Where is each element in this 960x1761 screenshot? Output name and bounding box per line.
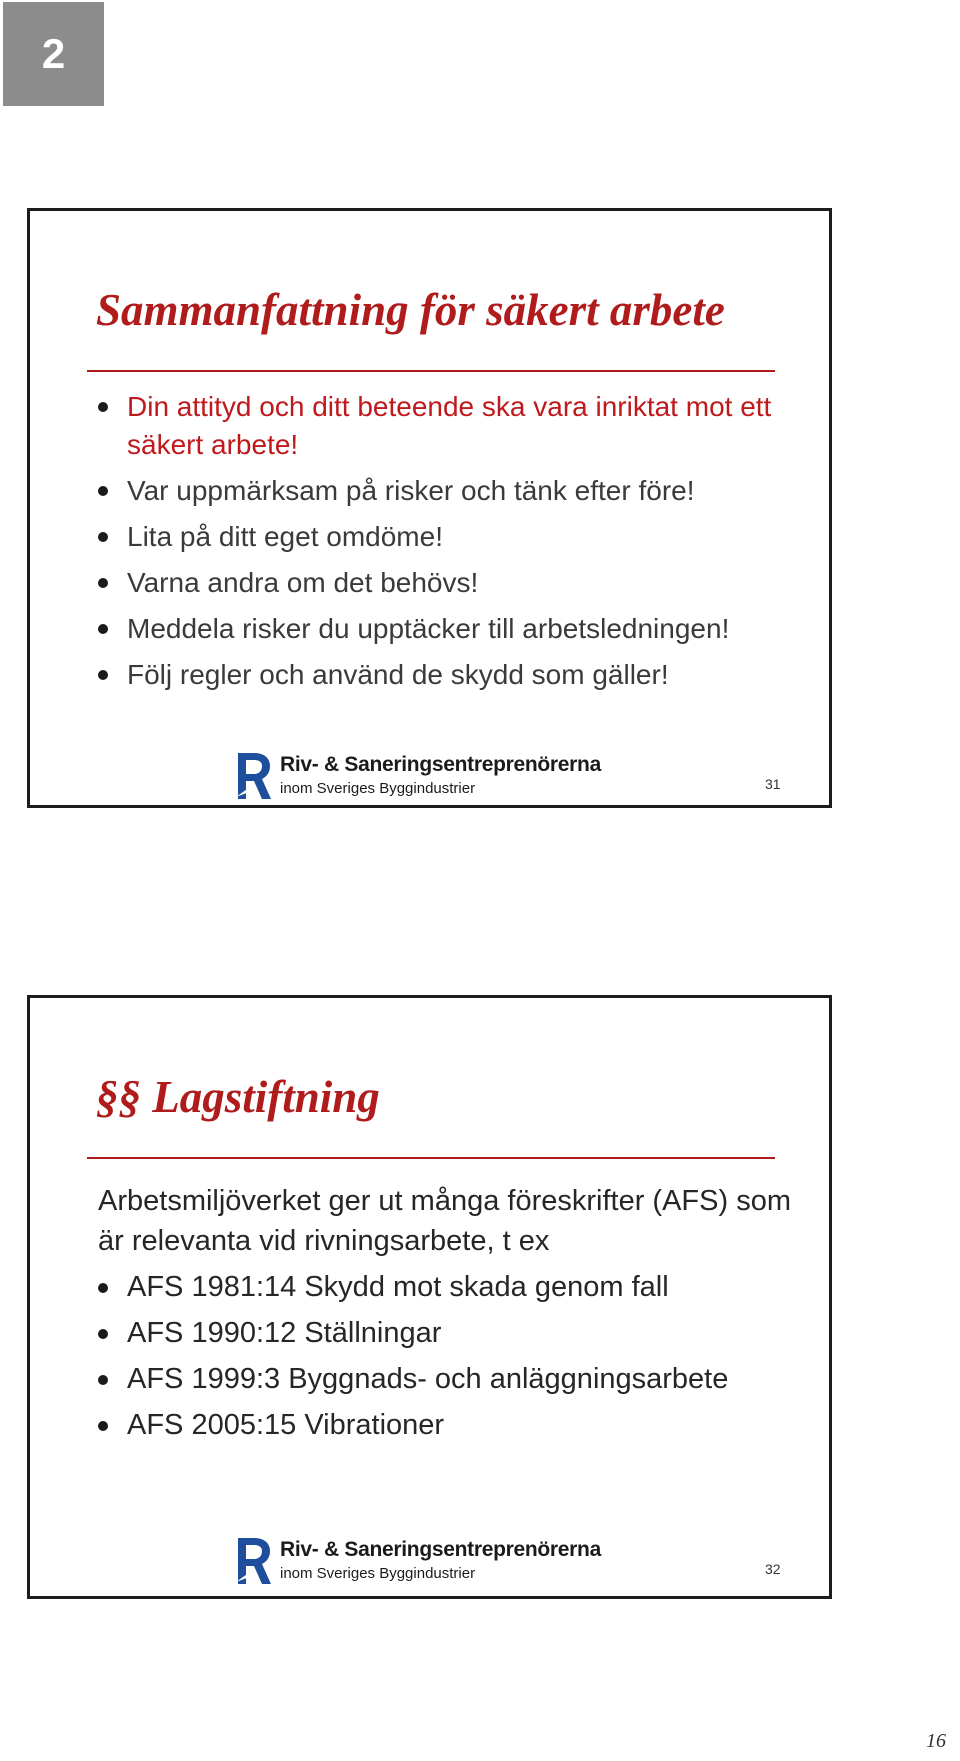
- company-logo: [234, 1536, 654, 1588]
- bullet-icon: [98, 1375, 108, 1385]
- title-divider: [87, 370, 775, 372]
- slide-title: §§ Lagstiftning: [96, 1072, 380, 1122]
- logo-name: Riv- & Saneringsentreprenörerna: [280, 753, 601, 776]
- bullet-icon: [98, 402, 108, 412]
- list-item: Lita på ditt eget omdöme!: [30, 518, 790, 556]
- list-item: AFS 1999:3 Byggnads- och anläggningsarbete: [30, 1360, 810, 1398]
- list-item: AFS 1981:14 Skydd mot skada genom fall: [30, 1268, 810, 1306]
- slide-number: 32: [765, 1561, 781, 1577]
- slide-title: Sammanfattning för säkert arbete: [96, 285, 725, 335]
- list-item: Följ regler och använd de skydd som gäller!: [30, 656, 790, 694]
- slide-number: 31: [765, 776, 781, 792]
- logo-subtitle: inom Sveriges Byggindustrier: [280, 1565, 476, 1582]
- page-number: 16: [926, 1730, 946, 1752]
- bullet-list: [30, 1268, 810, 1452]
- list-item: AFS 2005:15 Vibrationer: [30, 1406, 810, 1444]
- logo-name: Riv- & Saneringsentreprenörerna: [280, 1538, 601, 1561]
- bullet-icon: [98, 486, 108, 496]
- bullet-icon: [98, 1283, 108, 1293]
- slide-32: [27, 995, 832, 1599]
- intro-paragraph: Arbetsmiljöverket ger ut många föreskrifter (AFS) som är relevanta vid rivningsarbete, t ex: [98, 1185, 791, 1257]
- bullet-icon: [98, 624, 108, 634]
- list-item: AFS 1990:12 Ställningar: [30, 1314, 810, 1352]
- list-item: Din attityd och ditt beteende ska vara inriktat mot ett säkert arbete!: [30, 388, 790, 464]
- company-logo: [234, 751, 654, 803]
- bullet-icon: [98, 578, 108, 588]
- list-item: Var uppmärksam på risker och tänk efter före!: [30, 472, 790, 510]
- bullet-icon: [98, 670, 108, 680]
- list-item: Varna andra om det behövs!: [30, 564, 790, 602]
- slide-31: [27, 208, 832, 808]
- logo-subtitle: inom Sveriges Byggindustrier: [280, 780, 476, 797]
- bullet-icon: [98, 1329, 108, 1339]
- bullet-list: [30, 388, 790, 702]
- page-badge: 2: [3, 2, 104, 106]
- list-item: Meddela risker du upptäcker till arbetsledningen!: [30, 610, 790, 648]
- logo-mark-icon: [234, 1536, 274, 1586]
- title-divider: [87, 1157, 775, 1159]
- logo-mark-icon: [234, 751, 274, 801]
- bullet-icon: [98, 532, 108, 542]
- bullet-icon: [98, 1421, 108, 1431]
